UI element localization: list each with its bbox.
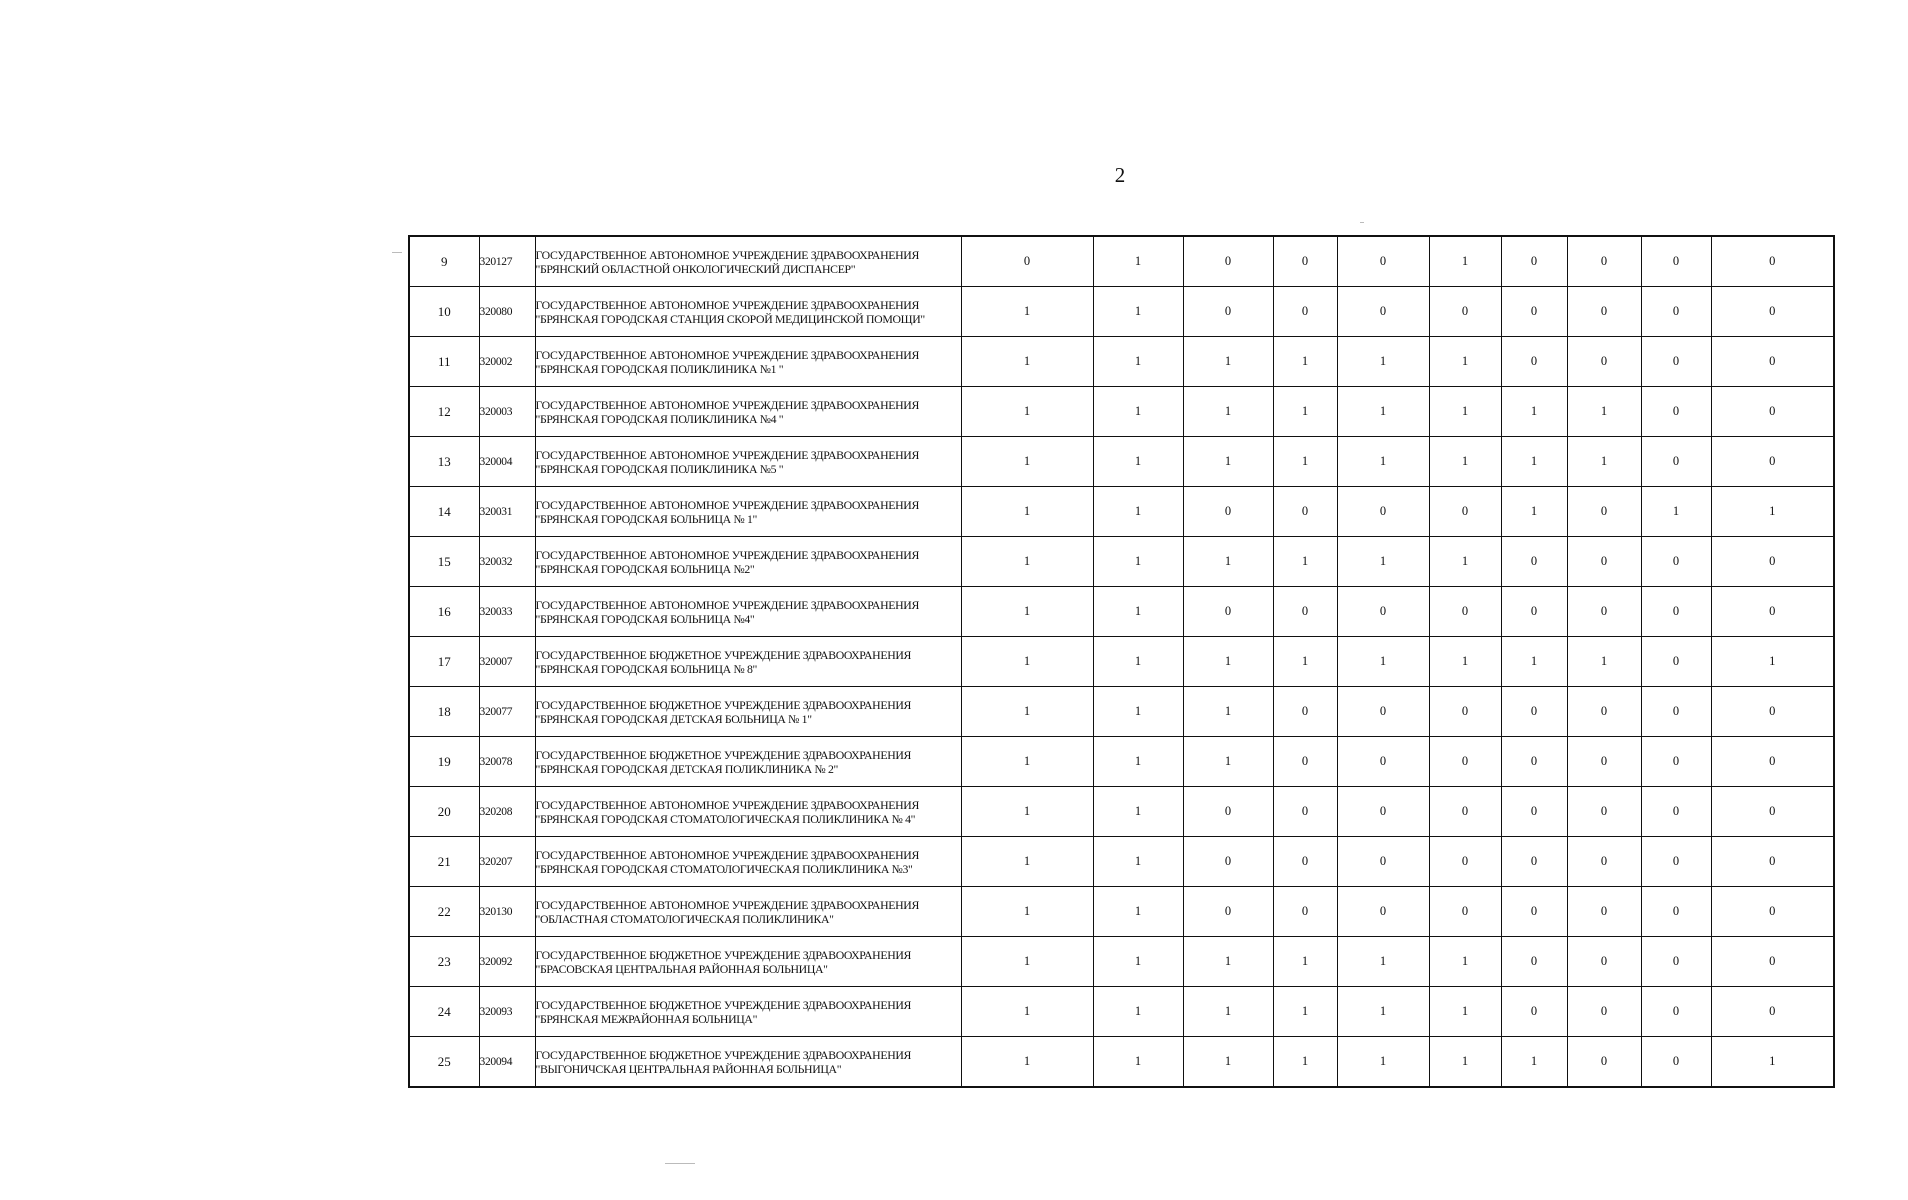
flag-cell-1: 0 xyxy=(961,236,1093,287)
org-name-text: ГОСУДАРСТВЕННОЕ АВТОНОМНОЕ УЧРЕЖДЕНИЕ ЗДРАВООХРАНЕНИЯ "БРЯНСКИЙ ОБЛАСТНОЙ ОНКОЛОГИЧЕСКИЙ ДИСПАНСЕР" xyxy=(535,247,919,276)
flag-cell-7: 0 xyxy=(1501,737,1567,787)
flag-cell-10: 0 xyxy=(1711,537,1834,587)
flag-cell-3: 1 xyxy=(1183,337,1273,387)
flag-cell-3: 0 xyxy=(1183,287,1273,337)
flag-cell-2: 1 xyxy=(1093,587,1183,637)
flag-cell-2: 1 xyxy=(1093,937,1183,987)
table-row xyxy=(409,737,1834,787)
table-row xyxy=(409,537,1834,587)
flag-cell-8: 0 xyxy=(1567,537,1641,587)
org-code-cell: 320031 xyxy=(479,487,535,537)
flag-cell-7: 1 xyxy=(1501,437,1567,487)
flag-cell-1: 1 xyxy=(961,337,1093,387)
org-name-cell xyxy=(535,487,961,537)
registry-table xyxy=(408,235,1835,1088)
flag-cell-5: 0 xyxy=(1337,887,1429,937)
flag-cell-9: 0 xyxy=(1641,687,1711,737)
row-number-cell: 21 xyxy=(409,837,479,887)
flag-cell-4: 0 xyxy=(1273,236,1337,287)
flag-cell-1: 1 xyxy=(961,1037,1093,1088)
flag-cell-5: 1 xyxy=(1337,537,1429,587)
flag-cell-4: 1 xyxy=(1273,987,1337,1037)
flag-cell-6: 1 xyxy=(1429,1037,1501,1088)
org-name-cell xyxy=(535,236,961,287)
org-name-cell xyxy=(535,287,961,337)
flag-cell-8: 0 xyxy=(1567,236,1641,287)
flag-cell-7: 0 xyxy=(1501,937,1567,987)
flag-cell-8: 1 xyxy=(1567,637,1641,687)
flag-cell-8: 0 xyxy=(1567,687,1641,737)
flag-cell-4: 1 xyxy=(1273,537,1337,587)
flag-cell-8: 0 xyxy=(1567,587,1641,637)
table-row xyxy=(409,387,1834,437)
flag-cell-8: 0 xyxy=(1567,287,1641,337)
flag-cell-3: 1 xyxy=(1183,687,1273,737)
table-row xyxy=(409,987,1834,1037)
org-name-text: ГОСУДАРСТВЕННОЕ АВТОНОМНОЕ УЧРЕЖДЕНИЕ ЗДРАВООХРАНЕНИЯ "БРЯНСКАЯ ГОРОДСКАЯ ПОЛИКЛИНИКА №1 " xyxy=(535,347,919,376)
flag-cell-6: 0 xyxy=(1429,487,1501,537)
org-code-cell: 320207 xyxy=(479,837,535,887)
row-number-cell: 22 xyxy=(409,887,479,937)
row-number-cell: 11 xyxy=(409,337,479,387)
flag-cell-1: 1 xyxy=(961,687,1093,737)
org-code-cell: 320078 xyxy=(479,737,535,787)
flag-cell-2: 1 xyxy=(1093,737,1183,787)
table-row xyxy=(409,637,1834,687)
flag-cell-6: 1 xyxy=(1429,637,1501,687)
flag-cell-5: 0 xyxy=(1337,587,1429,637)
flag-cell-9: 0 xyxy=(1641,337,1711,387)
flag-cell-10: 0 xyxy=(1711,437,1834,487)
table-row xyxy=(409,437,1834,487)
row-number-cell: 25 xyxy=(409,1037,479,1088)
flag-cell-8: 0 xyxy=(1567,1037,1641,1088)
flag-cell-4: 1 xyxy=(1273,437,1337,487)
org-code-cell: 320093 xyxy=(479,987,535,1037)
flag-cell-10: 0 xyxy=(1711,737,1834,787)
flag-cell-1: 1 xyxy=(961,737,1093,787)
row-number-cell: 12 xyxy=(409,387,479,437)
flag-cell-3: 1 xyxy=(1183,937,1273,987)
table-row xyxy=(409,487,1834,537)
flag-cell-5: 0 xyxy=(1337,487,1429,537)
flag-cell-9: 0 xyxy=(1641,236,1711,287)
org-code-cell: 320007 xyxy=(479,637,535,687)
flag-cell-2: 1 xyxy=(1093,787,1183,837)
org-name-text: ГОСУДАРСТВЕННОЕ АВТОНОМНОЕ УЧРЕЖДЕНИЕ ЗДРАВООХРАНЕНИЯ "БРЯНСКАЯ ГОРОДСКАЯ СТОМАТОЛОГИЧЕСКАЯ ПОЛИКЛИНИКА №3" xyxy=(535,847,919,876)
flag-cell-1: 1 xyxy=(961,937,1093,987)
flag-cell-1: 1 xyxy=(961,387,1093,437)
org-name-cell xyxy=(535,687,961,737)
org-code-cell: 320080 xyxy=(479,287,535,337)
row-number-cell: 13 xyxy=(409,437,479,487)
org-name-cell xyxy=(535,987,961,1037)
flag-cell-5: 1 xyxy=(1337,337,1429,387)
flag-cell-7: 0 xyxy=(1501,887,1567,937)
flag-cell-1: 1 xyxy=(961,487,1093,537)
flag-cell-6: 1 xyxy=(1429,387,1501,437)
flag-cell-10: 0 xyxy=(1711,687,1834,737)
flag-cell-10: 1 xyxy=(1711,487,1834,537)
flag-cell-1: 1 xyxy=(961,537,1093,587)
flag-cell-4: 1 xyxy=(1273,937,1337,987)
table-row xyxy=(409,837,1834,887)
flag-cell-9: 0 xyxy=(1641,437,1711,487)
flag-cell-2: 1 xyxy=(1093,887,1183,937)
org-name-cell xyxy=(535,537,961,587)
org-code-cell: 320092 xyxy=(479,937,535,987)
flag-cell-6: 0 xyxy=(1429,837,1501,887)
scan-speck xyxy=(1360,222,1364,223)
flag-cell-4: 0 xyxy=(1273,787,1337,837)
org-name-text: ГОСУДАРСТВЕННОЕ БЮДЖЕТНОЕ УЧРЕЖДЕНИЕ ЗДРАВООХРАНЕНИЯ "ВЫГОНИЧСКАЯ ЦЕНТРАЛЬНАЯ РАЙОННАЯ БОЛЬНИЦА" xyxy=(535,1047,912,1076)
row-number-cell: 19 xyxy=(409,737,479,787)
flag-cell-8: 0 xyxy=(1567,987,1641,1037)
flag-cell-6: 0 xyxy=(1429,687,1501,737)
flag-cell-10: 1 xyxy=(1711,1037,1834,1088)
flag-cell-4: 0 xyxy=(1273,687,1337,737)
table-row xyxy=(409,687,1834,737)
flag-cell-8: 1 xyxy=(1567,437,1641,487)
flag-cell-5: 0 xyxy=(1337,687,1429,737)
flag-cell-5: 0 xyxy=(1337,287,1429,337)
table-row xyxy=(409,337,1834,387)
flag-cell-6: 1 xyxy=(1429,337,1501,387)
org-name-cell xyxy=(535,887,961,937)
org-name-text: ГОСУДАРСТВЕННОЕ БЮДЖЕТНОЕ УЧРЕЖДЕНИЕ ЗДРАВООХРАНЕНИЯ "БРЯНСКАЯ ГОРОДСКАЯ БОЛЬНИЦА № 8" xyxy=(535,647,912,676)
org-name-text: ГОСУДАРСТВЕННОЕ БЮДЖЕТНОЕ УЧРЕЖДЕНИЕ ЗДРАВООХРАНЕНИЯ "БРЯНСКАЯ ГОРОДСКАЯ ДЕТСКАЯ БОЛЬНИЦА № 1" xyxy=(535,697,912,726)
row-number-cell: 9 xyxy=(409,236,479,287)
flag-cell-9: 0 xyxy=(1641,837,1711,887)
org-name-text: ГОСУДАРСТВЕННОЕ АВТОНОМНОЕ УЧРЕЖДЕНИЕ ЗДРАВООХРАНЕНИЯ "БРЯНСКАЯ ГОРОДСКАЯ ПОЛИКЛИНИКА №4 " xyxy=(535,397,919,426)
org-code-cell: 320032 xyxy=(479,537,535,587)
flag-cell-9: 0 xyxy=(1641,637,1711,687)
flag-cell-7: 0 xyxy=(1501,537,1567,587)
flag-cell-7: 0 xyxy=(1501,787,1567,837)
flag-cell-7: 1 xyxy=(1501,637,1567,687)
flag-cell-7: 1 xyxy=(1501,487,1567,537)
flag-cell-7: 0 xyxy=(1501,587,1567,637)
table-row xyxy=(409,1037,1834,1088)
flag-cell-3: 1 xyxy=(1183,437,1273,487)
flag-cell-3: 0 xyxy=(1183,837,1273,887)
flag-cell-10: 1 xyxy=(1711,637,1834,687)
row-number-cell: 17 xyxy=(409,637,479,687)
flag-cell-1: 1 xyxy=(961,887,1093,937)
flag-cell-10: 0 xyxy=(1711,387,1834,437)
org-name-cell xyxy=(535,787,961,837)
flag-cell-5: 1 xyxy=(1337,1037,1429,1088)
flag-cell-9: 0 xyxy=(1641,787,1711,837)
flag-cell-1: 1 xyxy=(961,437,1093,487)
table-row xyxy=(409,236,1834,287)
flag-cell-8: 0 xyxy=(1567,337,1641,387)
org-code-cell: 320033 xyxy=(479,587,535,637)
flag-cell-7: 0 xyxy=(1501,987,1567,1037)
flag-cell-2: 1 xyxy=(1093,687,1183,737)
flag-cell-3: 0 xyxy=(1183,487,1273,537)
flag-cell-9: 0 xyxy=(1641,287,1711,337)
flag-cell-10: 0 xyxy=(1711,937,1834,987)
org-name-cell xyxy=(535,1037,961,1088)
table-row xyxy=(409,587,1834,637)
flag-cell-8: 0 xyxy=(1567,487,1641,537)
org-name-cell xyxy=(535,737,961,787)
org-code-cell: 320130 xyxy=(479,887,535,937)
flag-cell-3: 1 xyxy=(1183,1037,1273,1088)
flag-cell-10: 0 xyxy=(1711,987,1834,1037)
org-name-cell xyxy=(535,337,961,387)
flag-cell-2: 1 xyxy=(1093,1037,1183,1088)
flag-cell-7: 1 xyxy=(1501,1037,1567,1088)
flag-cell-5: 1 xyxy=(1337,937,1429,987)
flag-cell-1: 1 xyxy=(961,287,1093,337)
flag-cell-8: 0 xyxy=(1567,737,1641,787)
flag-cell-6: 0 xyxy=(1429,787,1501,837)
row-number-cell: 20 xyxy=(409,787,479,837)
flag-cell-7: 1 xyxy=(1501,387,1567,437)
flag-cell-7: 0 xyxy=(1501,837,1567,887)
org-name-text: ГОСУДАРСТВЕННОЕ АВТОНОМНОЕ УЧРЕЖДЕНИЕ ЗДРАВООХРАНЕНИЯ "БРЯНСКАЯ ГОРОДСКАЯ БОЛЬНИЦА №4" xyxy=(535,597,919,626)
table-row xyxy=(409,937,1834,987)
flag-cell-9: 1 xyxy=(1641,487,1711,537)
flag-cell-4: 1 xyxy=(1273,637,1337,687)
flag-cell-6: 0 xyxy=(1429,737,1501,787)
flag-cell-8: 0 xyxy=(1567,887,1641,937)
flag-cell-6: 0 xyxy=(1429,587,1501,637)
flag-cell-7: 0 xyxy=(1501,287,1567,337)
flag-cell-8: 1 xyxy=(1567,387,1641,437)
flag-cell-3: 1 xyxy=(1183,387,1273,437)
flag-cell-9: 0 xyxy=(1641,887,1711,937)
row-number-cell: 10 xyxy=(409,287,479,337)
flag-cell-2: 1 xyxy=(1093,987,1183,1037)
org-code-cell: 320003 xyxy=(479,387,535,437)
flag-cell-3: 1 xyxy=(1183,737,1273,787)
flag-cell-2: 1 xyxy=(1093,537,1183,587)
row-number-cell: 18 xyxy=(409,687,479,737)
org-name-text: ГОСУДАРСТВЕННОЕ АВТОНОМНОЕ УЧРЕЖДЕНИЕ ЗДРАВООХРАНЕНИЯ "БРЯНСКАЯ ГОРОДСКАЯ БОЛЬНИЦА №2" xyxy=(535,547,919,576)
flag-cell-9: 0 xyxy=(1641,1037,1711,1088)
flag-cell-5: 1 xyxy=(1337,387,1429,437)
row-number-cell: 24 xyxy=(409,987,479,1037)
registry-table-container xyxy=(408,235,1833,1088)
flag-cell-1: 1 xyxy=(961,987,1093,1037)
flag-cell-5: 1 xyxy=(1337,637,1429,687)
flag-cell-2: 1 xyxy=(1093,637,1183,687)
flag-cell-4: 1 xyxy=(1273,387,1337,437)
flag-cell-2: 1 xyxy=(1093,837,1183,887)
flag-cell-6: 0 xyxy=(1429,287,1501,337)
flag-cell-6: 1 xyxy=(1429,537,1501,587)
flag-cell-3: 1 xyxy=(1183,637,1273,687)
org-code-cell: 320077 xyxy=(479,687,535,737)
org-name-text: ГОСУДАРСТВЕННОЕ АВТОНОМНОЕ УЧРЕЖДЕНИЕ ЗДРАВООХРАНЕНИЯ "БРЯНСКАЯ ГОРОДСКАЯ СТАНЦИЯ СКОРОЙ МЕДИЦИНСКОЙ ПОМОЩИ" xyxy=(535,297,925,326)
flag-cell-1: 1 xyxy=(961,787,1093,837)
row-number-cell: 23 xyxy=(409,937,479,987)
org-name-cell xyxy=(535,387,961,437)
flag-cell-4: 0 xyxy=(1273,837,1337,887)
flag-cell-5: 0 xyxy=(1337,787,1429,837)
flag-cell-1: 1 xyxy=(961,837,1093,887)
flag-cell-9: 0 xyxy=(1641,737,1711,787)
flag-cell-4: 0 xyxy=(1273,737,1337,787)
flag-cell-4: 0 xyxy=(1273,887,1337,937)
flag-cell-10: 0 xyxy=(1711,337,1834,387)
flag-cell-3: 1 xyxy=(1183,537,1273,587)
flag-cell-2: 1 xyxy=(1093,387,1183,437)
row-number-cell: 15 xyxy=(409,537,479,587)
org-name-cell xyxy=(535,937,961,987)
flag-cell-1: 1 xyxy=(961,587,1093,637)
flag-cell-2: 1 xyxy=(1093,236,1183,287)
flag-cell-8: 0 xyxy=(1567,837,1641,887)
flag-cell-4: 1 xyxy=(1273,337,1337,387)
org-code-cell: 320002 xyxy=(479,337,535,387)
flag-cell-7: 0 xyxy=(1501,337,1567,387)
org-name-cell xyxy=(535,837,961,887)
flag-cell-10: 0 xyxy=(1711,837,1834,887)
flag-cell-6: 1 xyxy=(1429,437,1501,487)
page-number: 2 xyxy=(1114,163,1126,187)
flag-cell-5: 0 xyxy=(1337,837,1429,887)
table-body xyxy=(409,236,1834,1087)
flag-cell-7: 0 xyxy=(1501,236,1567,287)
flag-cell-3: 0 xyxy=(1183,787,1273,837)
flag-cell-9: 0 xyxy=(1641,587,1711,637)
org-name-cell xyxy=(535,637,961,687)
org-code-cell: 320208 xyxy=(479,787,535,837)
flag-cell-10: 0 xyxy=(1711,287,1834,337)
org-code-cell: 320004 xyxy=(479,437,535,487)
org-code-cell: 320127 xyxy=(479,236,535,287)
flag-cell-8: 0 xyxy=(1567,787,1641,837)
table-row xyxy=(409,887,1834,937)
flag-cell-3: 0 xyxy=(1183,887,1273,937)
flag-cell-10: 0 xyxy=(1711,787,1834,837)
org-name-cell xyxy=(535,437,961,487)
row-number-cell: 16 xyxy=(409,587,479,637)
org-name-text: ГОСУДАРСТВЕННОЕ АВТОНОМНОЕ УЧРЕЖДЕНИЕ ЗДРАВООХРАНЕНИЯ "БРЯНСКАЯ ГОРОДСКАЯ СТОМАТОЛОГИЧЕСКАЯ ПОЛИКЛИНИКА № 4" xyxy=(535,797,919,826)
flag-cell-8: 0 xyxy=(1567,937,1641,987)
org-code-cell: 320094 xyxy=(479,1037,535,1088)
org-name-text: ГОСУДАРСТВЕННОЕ БЮДЖЕТНОЕ УЧРЕЖДЕНИЕ ЗДРАВООХРАНЕНИЯ "БРАСОВСКАЯ ЦЕНТРАЛЬНАЯ РАЙОННАЯ БОЛЬНИЦА" xyxy=(535,947,912,976)
flag-cell-6: 1 xyxy=(1429,987,1501,1037)
flag-cell-4: 0 xyxy=(1273,287,1337,337)
flag-cell-4: 1 xyxy=(1273,1037,1337,1088)
flag-cell-2: 1 xyxy=(1093,337,1183,387)
org-name-cell xyxy=(535,587,961,637)
org-name-text: ГОСУДАРСТВЕННОЕ БЮДЖЕТНОЕ УЧРЕЖДЕНИЕ ЗДРАВООХРАНЕНИЯ "БРЯНСКАЯ МЕЖРАЙОННАЯ БОЛЬНИЦА" xyxy=(535,997,912,1026)
scan-speck xyxy=(392,252,402,253)
flag-cell-4: 0 xyxy=(1273,587,1337,637)
table-row xyxy=(409,287,1834,337)
org-name-text: ГОСУДАРСТВЕННОЕ АВТОНОМНОЕ УЧРЕЖДЕНИЕ ЗДРАВООХРАНЕНИЯ "ОБЛАСТНАЯ СТОМАТОЛОГИЧЕСКАЯ ПОЛИКЛИНИКА" xyxy=(535,897,919,926)
flag-cell-1: 1 xyxy=(961,637,1093,687)
flag-cell-6: 1 xyxy=(1429,937,1501,987)
table-row xyxy=(409,787,1834,837)
flag-cell-10: 0 xyxy=(1711,887,1834,937)
flag-cell-3: 0 xyxy=(1183,236,1273,287)
flag-cell-3: 1 xyxy=(1183,987,1273,1037)
flag-cell-2: 1 xyxy=(1093,287,1183,337)
flag-cell-9: 0 xyxy=(1641,987,1711,1037)
flag-cell-4: 0 xyxy=(1273,487,1337,537)
flag-cell-5: 0 xyxy=(1337,236,1429,287)
flag-cell-3: 0 xyxy=(1183,587,1273,637)
flag-cell-5: 0 xyxy=(1337,737,1429,787)
flag-cell-9: 0 xyxy=(1641,937,1711,987)
org-name-text: ГОСУДАРСТВЕННОЕ АВТОНОМНОЕ УЧРЕЖДЕНИЕ ЗДРАВООХРАНЕНИЯ "БРЯНСКАЯ ГОРОДСКАЯ ПОЛИКЛИНИКА №5 " xyxy=(535,447,919,476)
flag-cell-10: 0 xyxy=(1711,236,1834,287)
row-number-cell: 14 xyxy=(409,487,479,537)
flag-cell-2: 1 xyxy=(1093,487,1183,537)
flag-cell-6: 1 xyxy=(1429,236,1501,287)
flag-cell-2: 1 xyxy=(1093,437,1183,487)
flag-cell-10: 0 xyxy=(1711,587,1834,637)
flag-cell-5: 1 xyxy=(1337,437,1429,487)
flag-cell-9: 0 xyxy=(1641,537,1711,587)
flag-cell-7: 0 xyxy=(1501,687,1567,737)
flag-cell-6: 0 xyxy=(1429,887,1501,937)
flag-cell-5: 1 xyxy=(1337,987,1429,1037)
org-name-text: ГОСУДАРСТВЕННОЕ АВТОНОМНОЕ УЧРЕЖДЕНИЕ ЗДРАВООХРАНЕНИЯ "БРЯНСКАЯ ГОРОДСКАЯ БОЛЬНИЦА № 1" xyxy=(535,497,919,526)
scan-speck xyxy=(665,1163,695,1164)
org-name-text: ГОСУДАРСТВЕННОЕ БЮДЖЕТНОЕ УЧРЕЖДЕНИЕ ЗДРАВООХРАНЕНИЯ "БРЯНСКАЯ ГОРОДСКАЯ ДЕТСКАЯ ПОЛИКЛИНИКА № 2" xyxy=(535,747,912,776)
flag-cell-9: 0 xyxy=(1641,387,1711,437)
